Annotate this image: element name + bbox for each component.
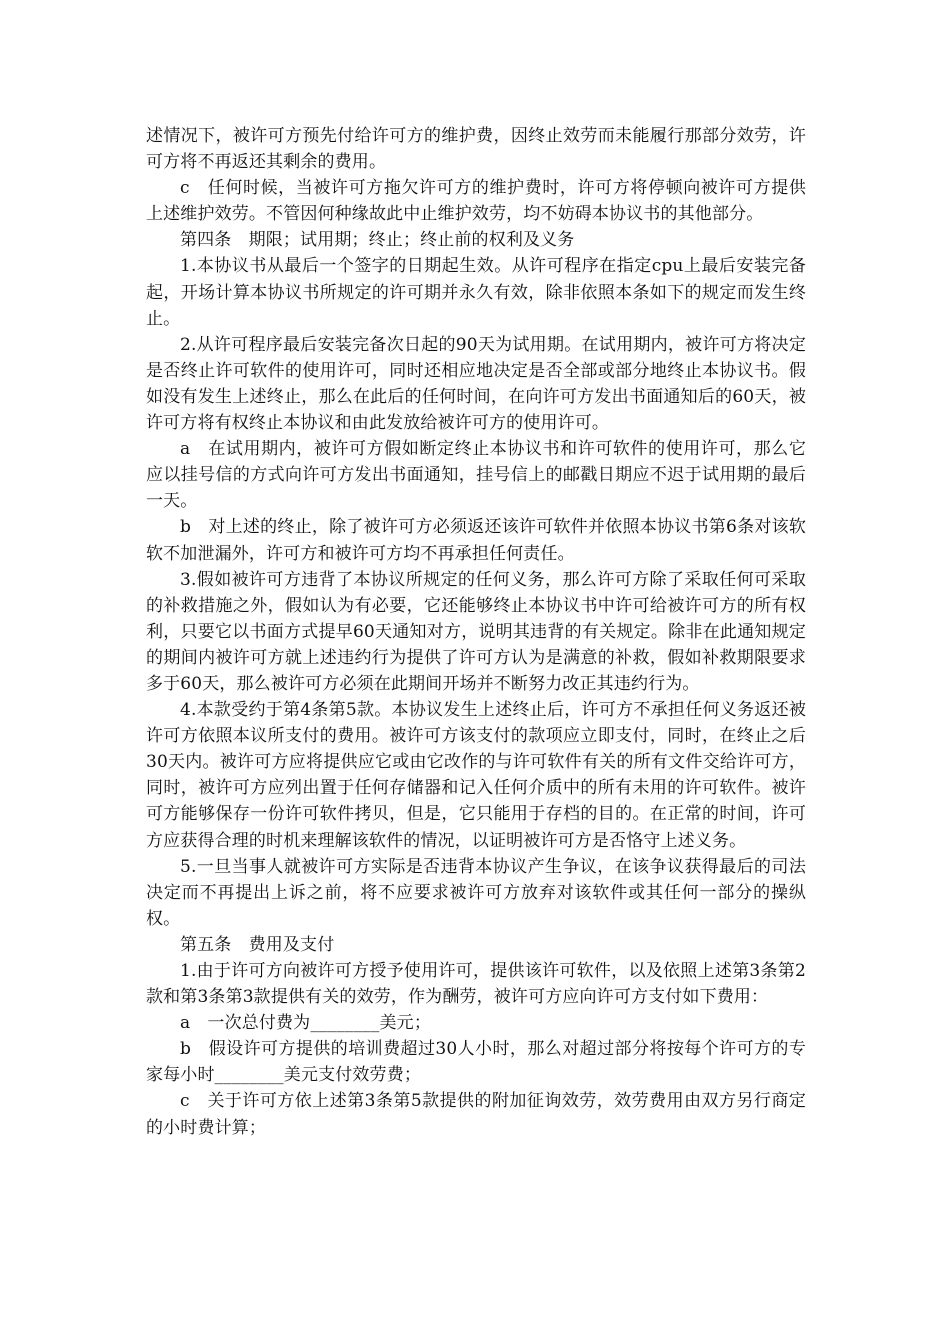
paragraph: a 一次总付费为________美元； (180, 1013, 431, 1034)
paragraph: 1.由于许可方向被许可方授予使用许可，提供该许可软件，以及依照上述第3条第2款和第3条第3款提供有关的效劳，作为酬劳，被许可方应向许可方支付如下费用： (146, 961, 806, 1008)
paragraph: b 对上述的终止，除了被许可方必须返还该许可软件并依照本协议书第6条对该软软不加泄漏外，许可方和被许可方均不再承担任何责任。 (146, 517, 806, 564)
paragraph: c 任何时候，当被许可方拖欠许可方的维护费时，许可方将停顿向被许可方提供上述维护效劳。不管因何种缘故此中止维护效劳，均不妨碍本协议书的其他部分。 (146, 178, 806, 225)
document-body (146, 123, 806, 1141)
paragraph: 3.假如被许可方违背了本协议所规定的任何义务，那么许可方除了采取任何可采取的补救措施之外，假如认为有必要，它还能够终止本协议书中许可给被许可方的所有权利，只要它以书面方式提早60天通知对方，说明其违背的有关规定。除非在此通知规定的期间内被许可方就上述违约行为提供了许可方认为是满意的补救，假如补救期限要求多于60天，那么被许可方必须在此期间开场并不断努力改正其违约行为。 (146, 569, 806, 694)
section-heading: 第四条 期限；试用期；终止；终止前的权利及义务 (180, 230, 575, 251)
paragraph: 4.本款受约于第4条第5款。本协议发生上述终止后，许可方不承担任何义务返还被许可方依照本议所支付的费用。被许可方该支付的款项应立即支付，同时，在终止之后30天内。被许可方应将提供应它或由它改作的与许可软件有关的所有文件交给许可方，同时，被许可方应列出置于任何存储器和记入任何介质中的所有未用的许可软件。被许可方能够保存一份许可软件拷贝，但是，它只能用于存档的目的。在正常的时间，许可方应获得合理的时机来理解该软件的情况，以证明被许可方是否恪守上述义务。 (146, 700, 806, 851)
section-heading: 第五条 费用及支付 (180, 934, 335, 955)
paragraph: 1.本协议书从最后一个签字的日期起生效。从许可程序在指定cpu上最后安装完备起，开场计算本协议书所规定的许可期并永久有效，除非依照本条如下的规定而发生终止。 (146, 256, 806, 329)
paragraph: a 在试用期内，被许可方假如断定终止本协议书和许可软件的使用许可，那么它应以挂号信的方式向许可方发出书面通知，挂号信上的邮戳日期应不迟于试用期的最后一天。 (146, 439, 806, 512)
paragraph: 述情况下，被许可方预先付给许可方的维护费，因终止效劳而未能履行那部分效劳，许可方将不再返还其剩余的费用。 (146, 126, 806, 173)
paragraph: b 假设许可方提供的培训费超过30人小时，那么对超过部分将按每个许可方的专家每小时________美元支付效劳费； (146, 1039, 806, 1086)
paragraph: 5.一旦当事人就被许可方实际是否违背本协议产生争议，在该争议获得最后的司法决定而不再提出上诉之前，将不应要求被许可方放弃对该软件或其任何一部分的操纵权。 (146, 856, 806, 929)
paragraph: c 关于许可方依上述第3条第5款提供的附加征询效劳，效劳费用由双方另行商定的小时费计算； (146, 1091, 806, 1138)
paragraph: 2.从许可程序最后安装完备次日起的90天为试用期。在试用期内，被许可方将决定是否终止许可软件的使用许可，同时还相应地决定是否全部或部分地终止本协议书。假如没有发生上述终止，那么在此后的任何时间，在向许可方发出书面通知后的60天，被许可方将有权终止本协议和由此发放给被许可方的使用许可。 (146, 334, 806, 434)
